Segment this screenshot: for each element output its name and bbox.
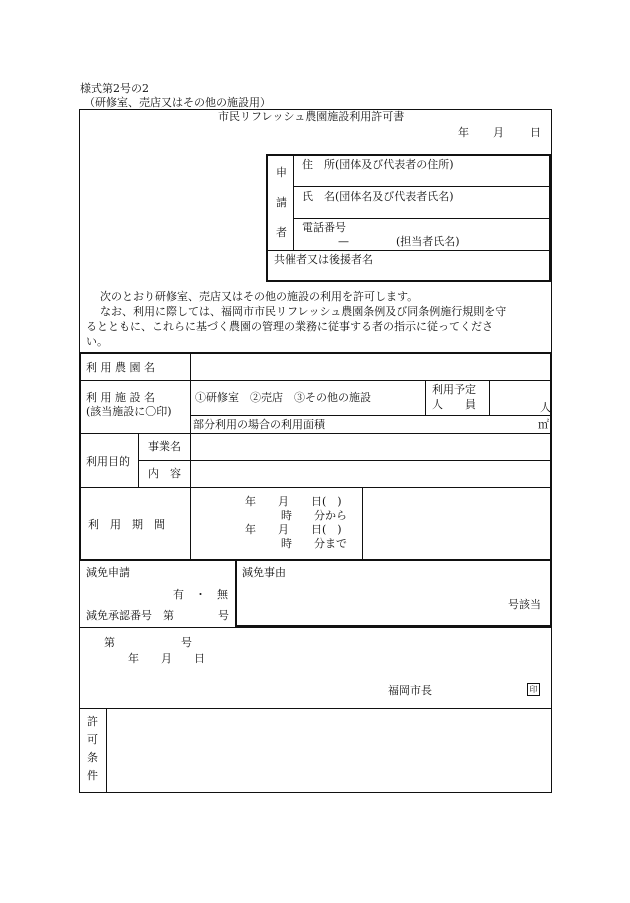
statement-line: い。 xyxy=(86,335,108,348)
facility-label: 利 用 施 設 名 xyxy=(86,391,155,404)
applicant-side-char: 者 xyxy=(276,226,287,239)
facility-options: ①研修室 ②売店 ③その他の施設 xyxy=(195,391,371,404)
form-subtitle: （研修室、売店又はその他の施設用） xyxy=(84,96,271,109)
sponsor-label: 共催者又は後援者名 xyxy=(274,253,373,266)
period-end-time: 時 分まで xyxy=(281,537,347,550)
issuer-number: 第 号 xyxy=(104,636,192,649)
expected-users-label: 人 員 xyxy=(432,398,476,411)
exemption-yes-no: 有 ・ 無 xyxy=(173,588,228,601)
event-name-label: 事業名 xyxy=(148,440,181,453)
purpose-label: 利用目的 xyxy=(86,455,130,468)
seal-mark: 印 xyxy=(527,683,540,696)
period-start-time: 時 分から xyxy=(281,509,347,522)
expected-users-label: 利用予定 xyxy=(432,383,476,396)
statement-line: るとともに、これらに基づく農園の管理の業務に従事する者の指示に従ってくださ xyxy=(86,320,493,333)
period-end-date: 年 月 日( ) xyxy=(245,523,342,536)
date-month: 月 xyxy=(493,126,504,139)
persons-unit: 人 xyxy=(540,401,551,414)
issuer-mayor: 福岡市長 xyxy=(388,684,432,697)
applicant-side-char: 申 xyxy=(276,166,287,179)
phone-label: 電話番号 xyxy=(302,221,346,234)
exemption-approval-number: 減免承認番号 第 号 xyxy=(86,609,229,622)
statement-line: 次のとおり研修室、売店又はその他の施設の利用を許可します。 xyxy=(100,290,419,303)
farm-label: 利 用 農 園 名 xyxy=(86,361,155,374)
conditions-side-char: 可 xyxy=(87,733,98,746)
exemption-application-label: 減免申請 xyxy=(86,566,130,579)
facility-note: (該当施設に〇印) xyxy=(86,405,172,418)
date-day: 日 xyxy=(530,126,541,139)
address-label: 住 所(団体及び代表者の住所) xyxy=(302,158,454,171)
issuer-date: 年 月 日 xyxy=(128,652,205,665)
name-label: 氏 名(団体名及び代表者氏名) xyxy=(302,190,454,203)
conditions-side-char: 件 xyxy=(87,769,98,782)
date-year: 年 xyxy=(458,126,469,139)
period-label: 利 用 期 間 xyxy=(88,518,165,531)
exemption-reason-label: 減免事由 xyxy=(242,566,286,579)
content-label: 内 容 xyxy=(148,467,181,480)
period-start-date: 年 月 日( ) xyxy=(245,495,342,508)
form-number: 様式第2号の2 xyxy=(80,82,149,95)
exemption-applicable-suffix: 号該当 xyxy=(508,598,541,611)
area-unit: ㎡ xyxy=(538,418,549,431)
partial-area-label: 部分利用の場合の利用面積 xyxy=(193,418,325,431)
conditions-side-char: 条 xyxy=(87,751,98,764)
form-title: 市民リフレッシュ農園施設利用許可書 xyxy=(218,110,405,123)
statement-line: なお、利用に際しては、福岡市市民リフレッシュ農園条例及び同条例施行規則を守 xyxy=(100,305,507,318)
conditions-side-char: 許 xyxy=(87,715,98,728)
phone-dash: — xyxy=(338,235,349,248)
contact-label: (担当者氏名) xyxy=(396,235,460,248)
applicant-side-char: 請 xyxy=(276,196,287,209)
